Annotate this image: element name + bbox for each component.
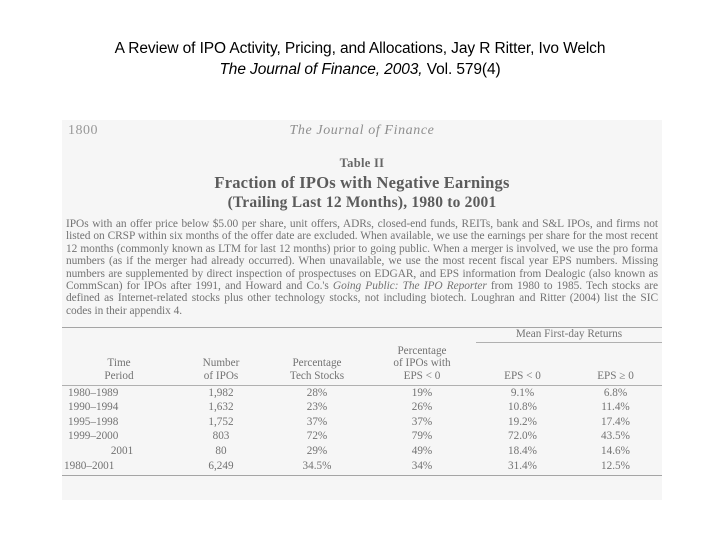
cell-return-eps-negative: 10.8% [508,401,537,414]
cell-return-eps-positive: 11.4% [601,401,630,414]
table-row [62,444,662,459]
cell-return-eps-negative: 18.4% [508,445,537,457]
header-percentage-tech-l2: Tech Stocks [289,370,345,383]
cell-number-of-ipos-total: 6,249 [208,459,234,472]
header-time-period-l2: Period [104,370,134,383]
table-bottom-rule [62,475,662,476]
journal-name: The Journal of Finance [289,123,435,138]
table-note-part-1: IPOs with an offer price below $5.00 per share, unit offers, ADRs, closed-end funds, REITs, bank and S&L IPOs, and firms not listed on CRSP within six months of the offer date are excluded. When available, we use the earnings per share for the most recent 12 months (commonly known as LTM for last 12 months) prior to going public. When a merger is involved, we use the pro forma numbers (as if the merger had already occurred). When unavailable, we use the most recent fiscal year EPS numbers. Missing numbers are supplemented by direct inspection of prospectuses on EDGAR, and EPS information from Dealogic (also known as CommScan) for IPOs after 1991, and Howard and Co.'s [66,218,658,293]
cell-percentage-tech: 72% [306,430,328,443]
cell-percentage-tech-total: 34.5% [302,459,332,472]
cell-return-eps-negative: 72.0% [508,430,537,443]
header-number-of-ipos-l1: Number [202,357,240,370]
header-spacer-tech [266,328,368,345]
slide-title-journal-italic: The Journal of Finance, 2003, [219,61,423,78]
cell-return-eps-positive: 14.6% [601,445,630,457]
cell-percentage-tech: 28% [306,386,328,399]
header-number-of-ipos-l2: of IPOs [203,370,239,383]
table-body [62,385,662,473]
table-header-row-labels [62,345,662,385]
cell-number-of-ipos: 1,632 [208,401,234,414]
cell-percentage-tech: 29% [306,445,328,457]
cell-percentage-tech: 23% [306,401,328,414]
header-number-of-ipos [176,345,266,385]
slide-title-line-2 [0,59,720,80]
cell-period: 1999–2000 [68,430,119,443]
table-row [62,385,662,400]
table-row [62,415,662,430]
table-header-row-group [62,328,662,345]
header-percentage-tech-stocks [266,345,368,385]
cell-percentage-eps-negative: 49% [411,445,433,457]
cell-number-of-ipos: 1,982 [208,386,234,399]
slide-title-volume: Vol. 579(4) [422,61,501,78]
header-time-period [62,345,176,385]
page-running-head [62,120,662,142]
cell-percentage-eps-negative: 26% [411,401,433,414]
table-row [62,429,662,444]
table-title-line-2: (Trailing Last 12 Months), 1980 to 2001 [227,194,497,211]
cell-period: 2001 [110,445,134,457]
header-mean-first-day-returns: Mean First-day Returns [476,328,662,345]
header-percentage-eps-l2: of IPOs with [393,357,451,370]
table-row [62,400,662,415]
cell-percentage-eps-negative: 79% [411,430,433,443]
slide-title-block [0,38,720,80]
table-note-part-2: from 1980 to 1985. Tech stocks are defined as Internet-related stocks plus other technology stocks, not including biotech. Loughran and Ritter (2004) list the SIC codes in their appendix 4. [66,280,658,317]
page-folio-number: 1800 [68,123,98,138]
header-returns-eps-positive: EPS ≥ 0 [597,370,634,383]
header-percentage-tech-l1: Percentage [292,357,342,370]
cell-period: 1995–1998 [68,415,119,428]
cell-percentage-eps-negative-total: 34% [411,459,433,472]
cell-period: 1990–1994 [68,401,119,414]
table-title-line-1: Fraction of IPOs with Negative Earnings [214,173,510,192]
cell-return-eps-negative: 9.1% [510,386,535,399]
cell-period-total: 1980–2001 [64,459,115,472]
cell-return-eps-positive: 17.4% [601,415,630,428]
header-percentage-eps-l1: Percentage [397,344,447,357]
cell-return-eps-negative-total: 31.4% [508,459,537,472]
cell-return-eps-positive-total: 12.5% [601,459,630,472]
table-caption [62,156,662,212]
table-note-italic-title: Going Public: The IPO Reporter [332,280,487,293]
slide-title-line-1: A Review of IPO Activity, Pricing, and Allocations, Jay R Ritter, Ivo Welch [114,40,606,57]
cell-percentage-eps-negative: 19% [411,386,433,399]
header-percentage-eps-l3: EPS < 0 [403,370,441,383]
cell-return-eps-negative: 19.2% [508,415,537,428]
header-spacer-number [176,328,266,345]
cell-percentage-eps-negative: 37% [411,415,433,428]
cell-number-of-ipos: 80 [215,445,227,457]
header-spacer-eps [368,328,476,345]
table-total-row [62,459,662,474]
ipo-negative-earnings-table [62,327,662,473]
header-returns-eps-negative: EPS < 0 [504,370,541,383]
scanned-journal-page [62,120,662,500]
cell-percentage-tech: 37% [306,415,328,428]
table-number: Table II [339,156,385,170]
header-time-period-l1: Time [107,357,131,370]
cell-number-of-ipos: 803 [212,430,230,443]
cell-period: 1980–1989 [68,386,119,399]
header-spacer-period [62,328,176,345]
table-header [62,328,662,385]
table-note [62,218,662,317]
cell-number-of-ipos: 1,752 [208,415,234,428]
header-percentage-eps-negative [368,345,476,385]
cell-return-eps-positive: 6.8% [603,386,628,399]
cell-return-eps-positive: 43.5% [601,430,630,443]
